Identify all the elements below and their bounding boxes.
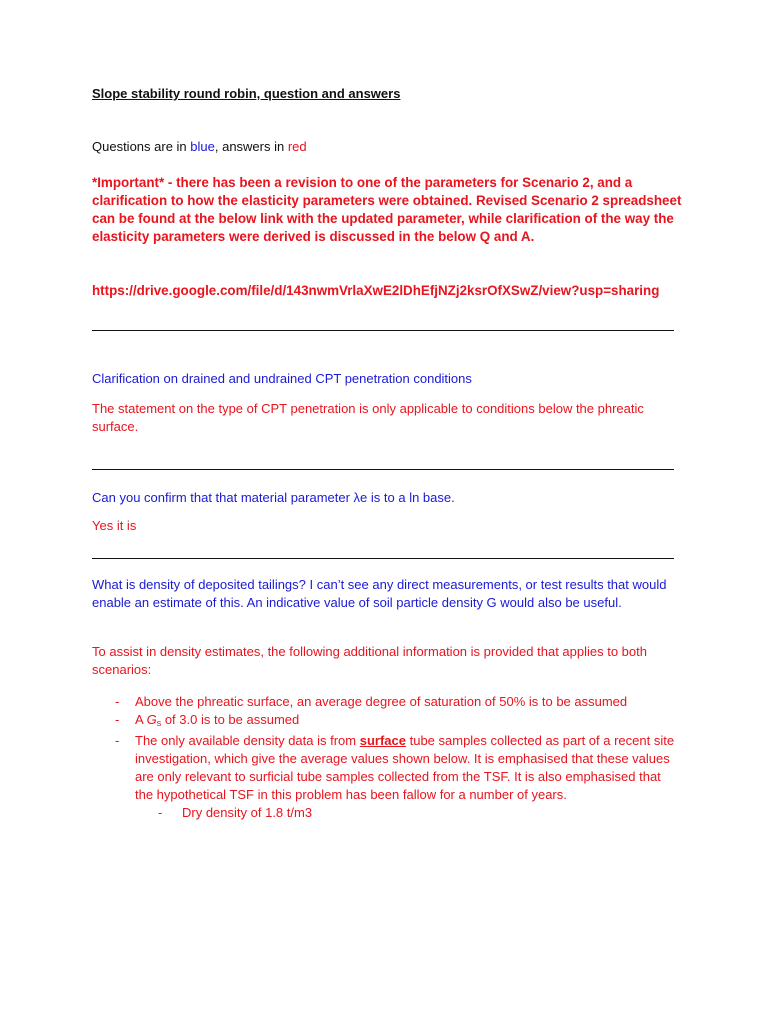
list-item xyxy=(92,732,682,822)
important-notice: *Important* - there has been a revision to one of the parameters for Scenario 2, and a clarification to how the elasticity parameters were obtained. Revised Scenario 2 spreadsheet can be found at the below link with the updated parameter, while clarification of the way the elasticity parameters were derived is discussed in the below Q and A. xyxy=(92,175,682,244)
revised-spreadsheet-link[interactable]: https://drive.google.com/file/d/143nwmVrlaXwE2lDhEfjNZj2ksrOfXSwZ/view?usp=sharing xyxy=(92,283,660,298)
question-2: Can you confirm that that material parameter λe is to a ln base. xyxy=(92,490,455,505)
gs-subscript: s xyxy=(156,718,162,728)
question-3: What is density of deposited tailings? I can’t see any direct measurements, or test results that would enable an estimate of this. An indicative value of soil particle density G would also be useful. xyxy=(92,577,667,610)
list-item-prefix: The only available density data is from xyxy=(135,733,360,748)
list-item-prefix: A xyxy=(135,712,147,727)
answer-2: Yes it is xyxy=(92,518,137,533)
answer-3-list xyxy=(92,693,682,822)
section-divider xyxy=(92,558,674,559)
gs-variable: G xyxy=(146,712,157,727)
legend-red-word: red xyxy=(287,139,307,154)
legend-prefix: Questions are in xyxy=(92,139,191,154)
section-divider xyxy=(92,330,674,331)
document-title: Slope stability round robin, question and answers xyxy=(92,86,401,101)
legend-middle: , answers in xyxy=(214,139,288,154)
dash-bullet: - xyxy=(115,694,120,709)
dash-bullet: - xyxy=(115,712,120,727)
sub-list-item xyxy=(92,804,682,822)
dash-bullet: - xyxy=(115,733,120,748)
emphasized-word: surface xyxy=(359,733,406,748)
list-item xyxy=(92,711,682,732)
list-item xyxy=(92,693,682,711)
list-item-text: Above the phreatic surface, an average degree of saturation of 50% is to be assumed xyxy=(135,694,628,709)
color-legend-line xyxy=(92,138,682,156)
sub-list-item-text: Dry density of 1.8 t/m3 xyxy=(182,805,313,820)
list-item-suffix: tube samples collected as part of a recent site investigation, which give the average values shown below. It is emphasised that these values are only relevant to surficial tube samples collected from the TSF. It is also emphasised that the hypothetical TSF in this problem has been fallow for a number of years. xyxy=(135,733,675,802)
dash-bullet: - xyxy=(158,805,163,820)
section-divider xyxy=(92,469,674,470)
legend-blue-word: blue xyxy=(190,139,215,154)
answer-3-intro: To assist in density estimates, the following additional information is provided that applies to both scenarios: xyxy=(92,644,647,677)
list-item-suffix: of 3.0 is to be assumed xyxy=(161,712,300,727)
answer-1: The statement on the type of CPT penetration is only applicable to conditions below the phreatic surface. xyxy=(92,401,644,434)
question-1: Clarification on drained and undrained CPT penetration conditions xyxy=(92,371,472,386)
